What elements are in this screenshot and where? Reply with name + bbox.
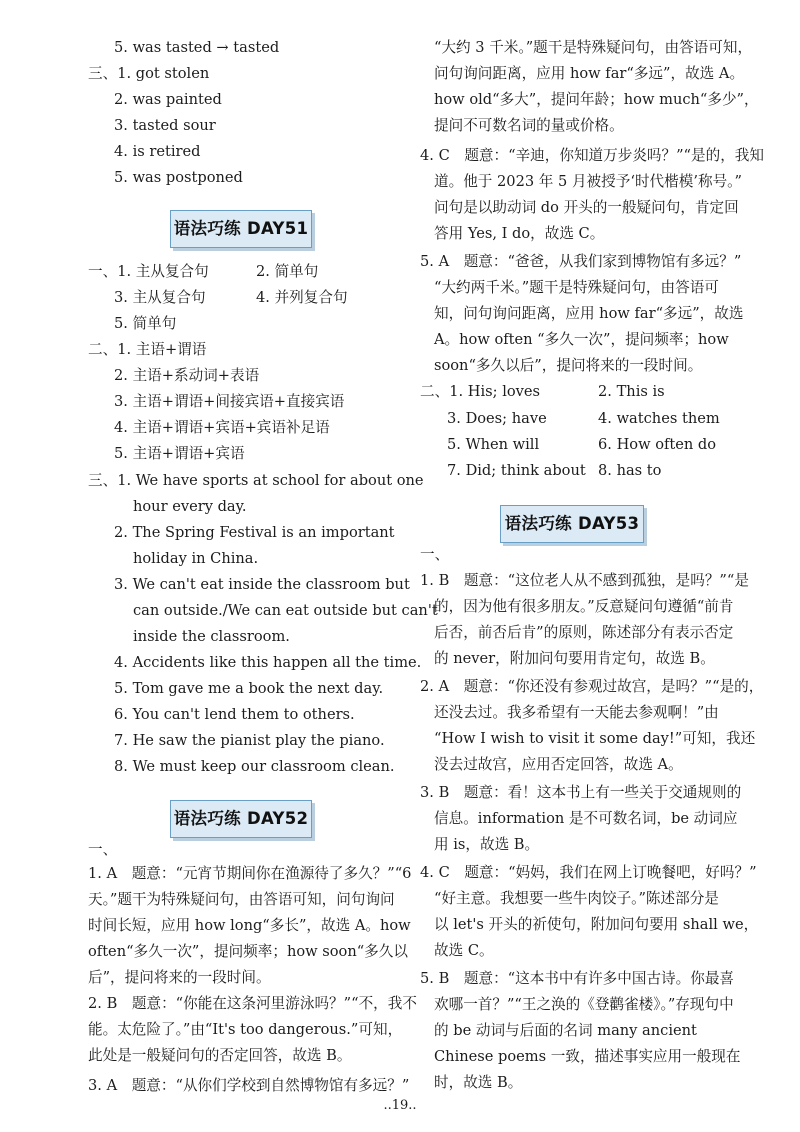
answer-line: 3. We can't eat inside the classroom but bbox=[114, 576, 410, 593]
answer-line: 时间长短，应用 how long“多长”，故选 A。how bbox=[88, 917, 411, 934]
section-label: 三、1. got stolen bbox=[88, 65, 210, 82]
answer-line: 问句询问距离，应用 how far“多远”，故选 A。 bbox=[434, 65, 745, 82]
answer-line: 提问不可数名词的量或价格。 bbox=[434, 117, 624, 134]
answer-line: 信息。information 是不可数名词，be 动词应 bbox=[434, 810, 738, 827]
answer-line: 知，问句询问距离，应用 how far“多远”，故选 bbox=[434, 305, 744, 322]
section-title-day51: 语法巧练 DAY51 bbox=[170, 210, 312, 248]
page-number: ..19.. bbox=[383, 1098, 417, 1113]
answer-line: 5. B 题意：“这本书中有许多中国古诗。你最喜 bbox=[420, 970, 735, 987]
answer-line: 3. 主语+谓语+间接宾语+直接宾语 bbox=[114, 393, 345, 410]
answer-line: 3. A 题意：“从你们学校到自然博物馆有多远？” bbox=[88, 1077, 410, 1094]
answer-line: 2. 主语+系动词+表语 bbox=[114, 367, 260, 384]
answer-line: 欢哪一首？”“王之涣的《登鹳雀楼》。”存现句中 bbox=[434, 996, 734, 1013]
answer-line: 的 be 动词与后面的名词 many ancient bbox=[434, 1022, 697, 1039]
answer-line: 6. How often do bbox=[598, 436, 717, 453]
answer-line: hour every day. bbox=[133, 498, 247, 515]
answer-line: 4. is retired bbox=[114, 143, 201, 160]
answer-line: 7. He saw the pianist play the piano. bbox=[114, 732, 385, 749]
answer-line: 答用 Yes, I do，故选 C。 bbox=[434, 225, 605, 242]
answer-line: “How I wish to visit it some day!”可知，我还 bbox=[434, 730, 756, 747]
answer-line: 三、1. We have sports at school for about one bbox=[88, 472, 424, 489]
answer-line: “大约两千米。”题干是特殊疑问句，由答语可 bbox=[434, 279, 719, 296]
answer-line: “好主意。我想要一些牛肉饺子。”陈述部分是 bbox=[434, 890, 719, 907]
answer-line: holiday in China. bbox=[133, 550, 259, 567]
answer-line: 3. tasted sour bbox=[114, 117, 216, 134]
answer-line: 5. When will bbox=[447, 436, 540, 453]
answer-line: 2. A 题意：“你还没有参观过故宫，是吗？”“是的， bbox=[420, 678, 764, 695]
answer-line: 5. 主语+谓语+宾语 bbox=[114, 445, 245, 462]
answer-line: 道。他于 2023 年 5 月被授予‘时代楷模’称号。” bbox=[434, 173, 742, 190]
answer-line: 5. 简单句 bbox=[114, 315, 177, 332]
answer-line: soon“多久以后”，提问将来的一段时间。 bbox=[434, 357, 703, 374]
answer-line: 5. A 题意：“爸爸，从我们家到博物馆有多远？” bbox=[420, 253, 742, 270]
answer-line: 一、1. 主从复合句 bbox=[88, 263, 209, 280]
answer-line: 2. This is bbox=[598, 383, 665, 400]
section-title-day53: 语法巧练 DAY53 bbox=[500, 505, 644, 543]
answer-line: Chinese poems 一致，描述事实应用一般现在 bbox=[434, 1048, 741, 1065]
answer-line: 2. 简单句 bbox=[256, 263, 319, 280]
answer-line: 4. 主语+谓语+宾语+宾语补足语 bbox=[114, 419, 330, 436]
answer-line: 二、1. His; loves bbox=[420, 383, 541, 400]
answer-line: 用 is，故选 B。 bbox=[434, 836, 540, 853]
answer-line: 8. We must keep our classroom clean. bbox=[114, 758, 395, 775]
answer-line: 故选 C。 bbox=[434, 942, 494, 959]
answer-line: 2. B 题意：“你能在这条河里游泳吗？”“不，我不 bbox=[88, 995, 417, 1012]
answer-line: 天。”题干为特殊疑问句，由答语可知，问句询问 bbox=[88, 891, 395, 908]
answer-line: 没去过故宫，应用否定回答，故选 A。 bbox=[434, 756, 683, 773]
section-title-day52: 语法巧练 DAY52 bbox=[170, 800, 312, 838]
answer-line: 能。太危险了。”由“It's too dangerous.”可知， bbox=[88, 1021, 403, 1038]
answer-line: 1. A 题意：“元宵节期间你在渔源待了多久？”“6 bbox=[88, 865, 412, 882]
answer-line: 以 let's 开头的祈使句，附加问句要用 shall we， bbox=[434, 916, 759, 933]
answer-line: 4. watches them bbox=[598, 410, 720, 427]
answer-line: 3. B 题意：看！这本书上有一些关于交通规则的 bbox=[420, 784, 742, 801]
answer-line: 1. B 题意：“这位老人从不感到孤独，是吗？”“是 bbox=[420, 572, 749, 589]
answer-line: 4. C 题意：“辛迪，你知道万步炎吗？”“是的，我知 bbox=[420, 147, 764, 164]
answer-line: 8. has to bbox=[598, 462, 662, 479]
answer-line: 4. C 题意：“妈妈，我们在网上订晚餐吧，好吗？” bbox=[420, 864, 757, 881]
answer-line: 还没去过。我多希望有一天能去参观啊！”由 bbox=[434, 704, 719, 721]
answer-line: 5. Tom gave me a book the next day. bbox=[114, 680, 384, 697]
answer-line: 3. 主从复合句 bbox=[114, 289, 206, 306]
section-label: 一、 bbox=[88, 841, 118, 858]
answer-line: 2. The Spring Festival is an important bbox=[114, 524, 395, 541]
answer-line: 的 never，附加问句要用肯定句，故选 B。 bbox=[434, 650, 715, 667]
answer-line: 后否，前否后肯”的原则，陈述部分有表示否定 bbox=[434, 624, 734, 641]
section-label: 一、 bbox=[420, 546, 450, 563]
answer-line: 此处是一般疑问句的否定回答，故选 B。 bbox=[88, 1047, 352, 1064]
answer-line: inside the classroom. bbox=[133, 628, 290, 645]
answer-line: 4. 并列复合句 bbox=[256, 289, 348, 306]
answer-line: 5. was tasted → tasted bbox=[114, 39, 280, 56]
answer-line: 5. was postponed bbox=[114, 169, 243, 186]
answer-line: 后”，提问将来的一段时间。 bbox=[88, 969, 271, 986]
answer-line: 的，因为他有很多朋友。”反意疑问句遵循“前肯 bbox=[434, 598, 734, 615]
answer-line: 3. Does; have bbox=[447, 410, 547, 427]
answer-line: A。how often “多久一次”，提问频率；how bbox=[434, 331, 729, 348]
answer-line: 6. You can't lend them to others. bbox=[114, 706, 355, 723]
answer-line: often“多久一次”，提问频率；how soon“多久以 bbox=[88, 943, 408, 960]
answer-line: 2. was painted bbox=[114, 91, 222, 108]
answer-line: “大约 3 千米。”题干是特殊疑问句，由答语可知， bbox=[434, 39, 753, 56]
answer-line: 二、1. 主语+谓语 bbox=[88, 341, 207, 358]
answer-line: 问句是以助动词 do 开头的一般疑问句，肯定回 bbox=[434, 199, 739, 216]
answer-line: how old“多大”，提问年龄；how much“多少”， bbox=[434, 91, 759, 108]
answer-line: 时，故选 B。 bbox=[434, 1074, 523, 1091]
answer-line: 4. Accidents like this happen all the time. bbox=[114, 654, 422, 671]
answer-line: 7. Did; think about bbox=[447, 462, 586, 479]
answer-line: can outside./We can eat outside but can't bbox=[133, 602, 438, 619]
